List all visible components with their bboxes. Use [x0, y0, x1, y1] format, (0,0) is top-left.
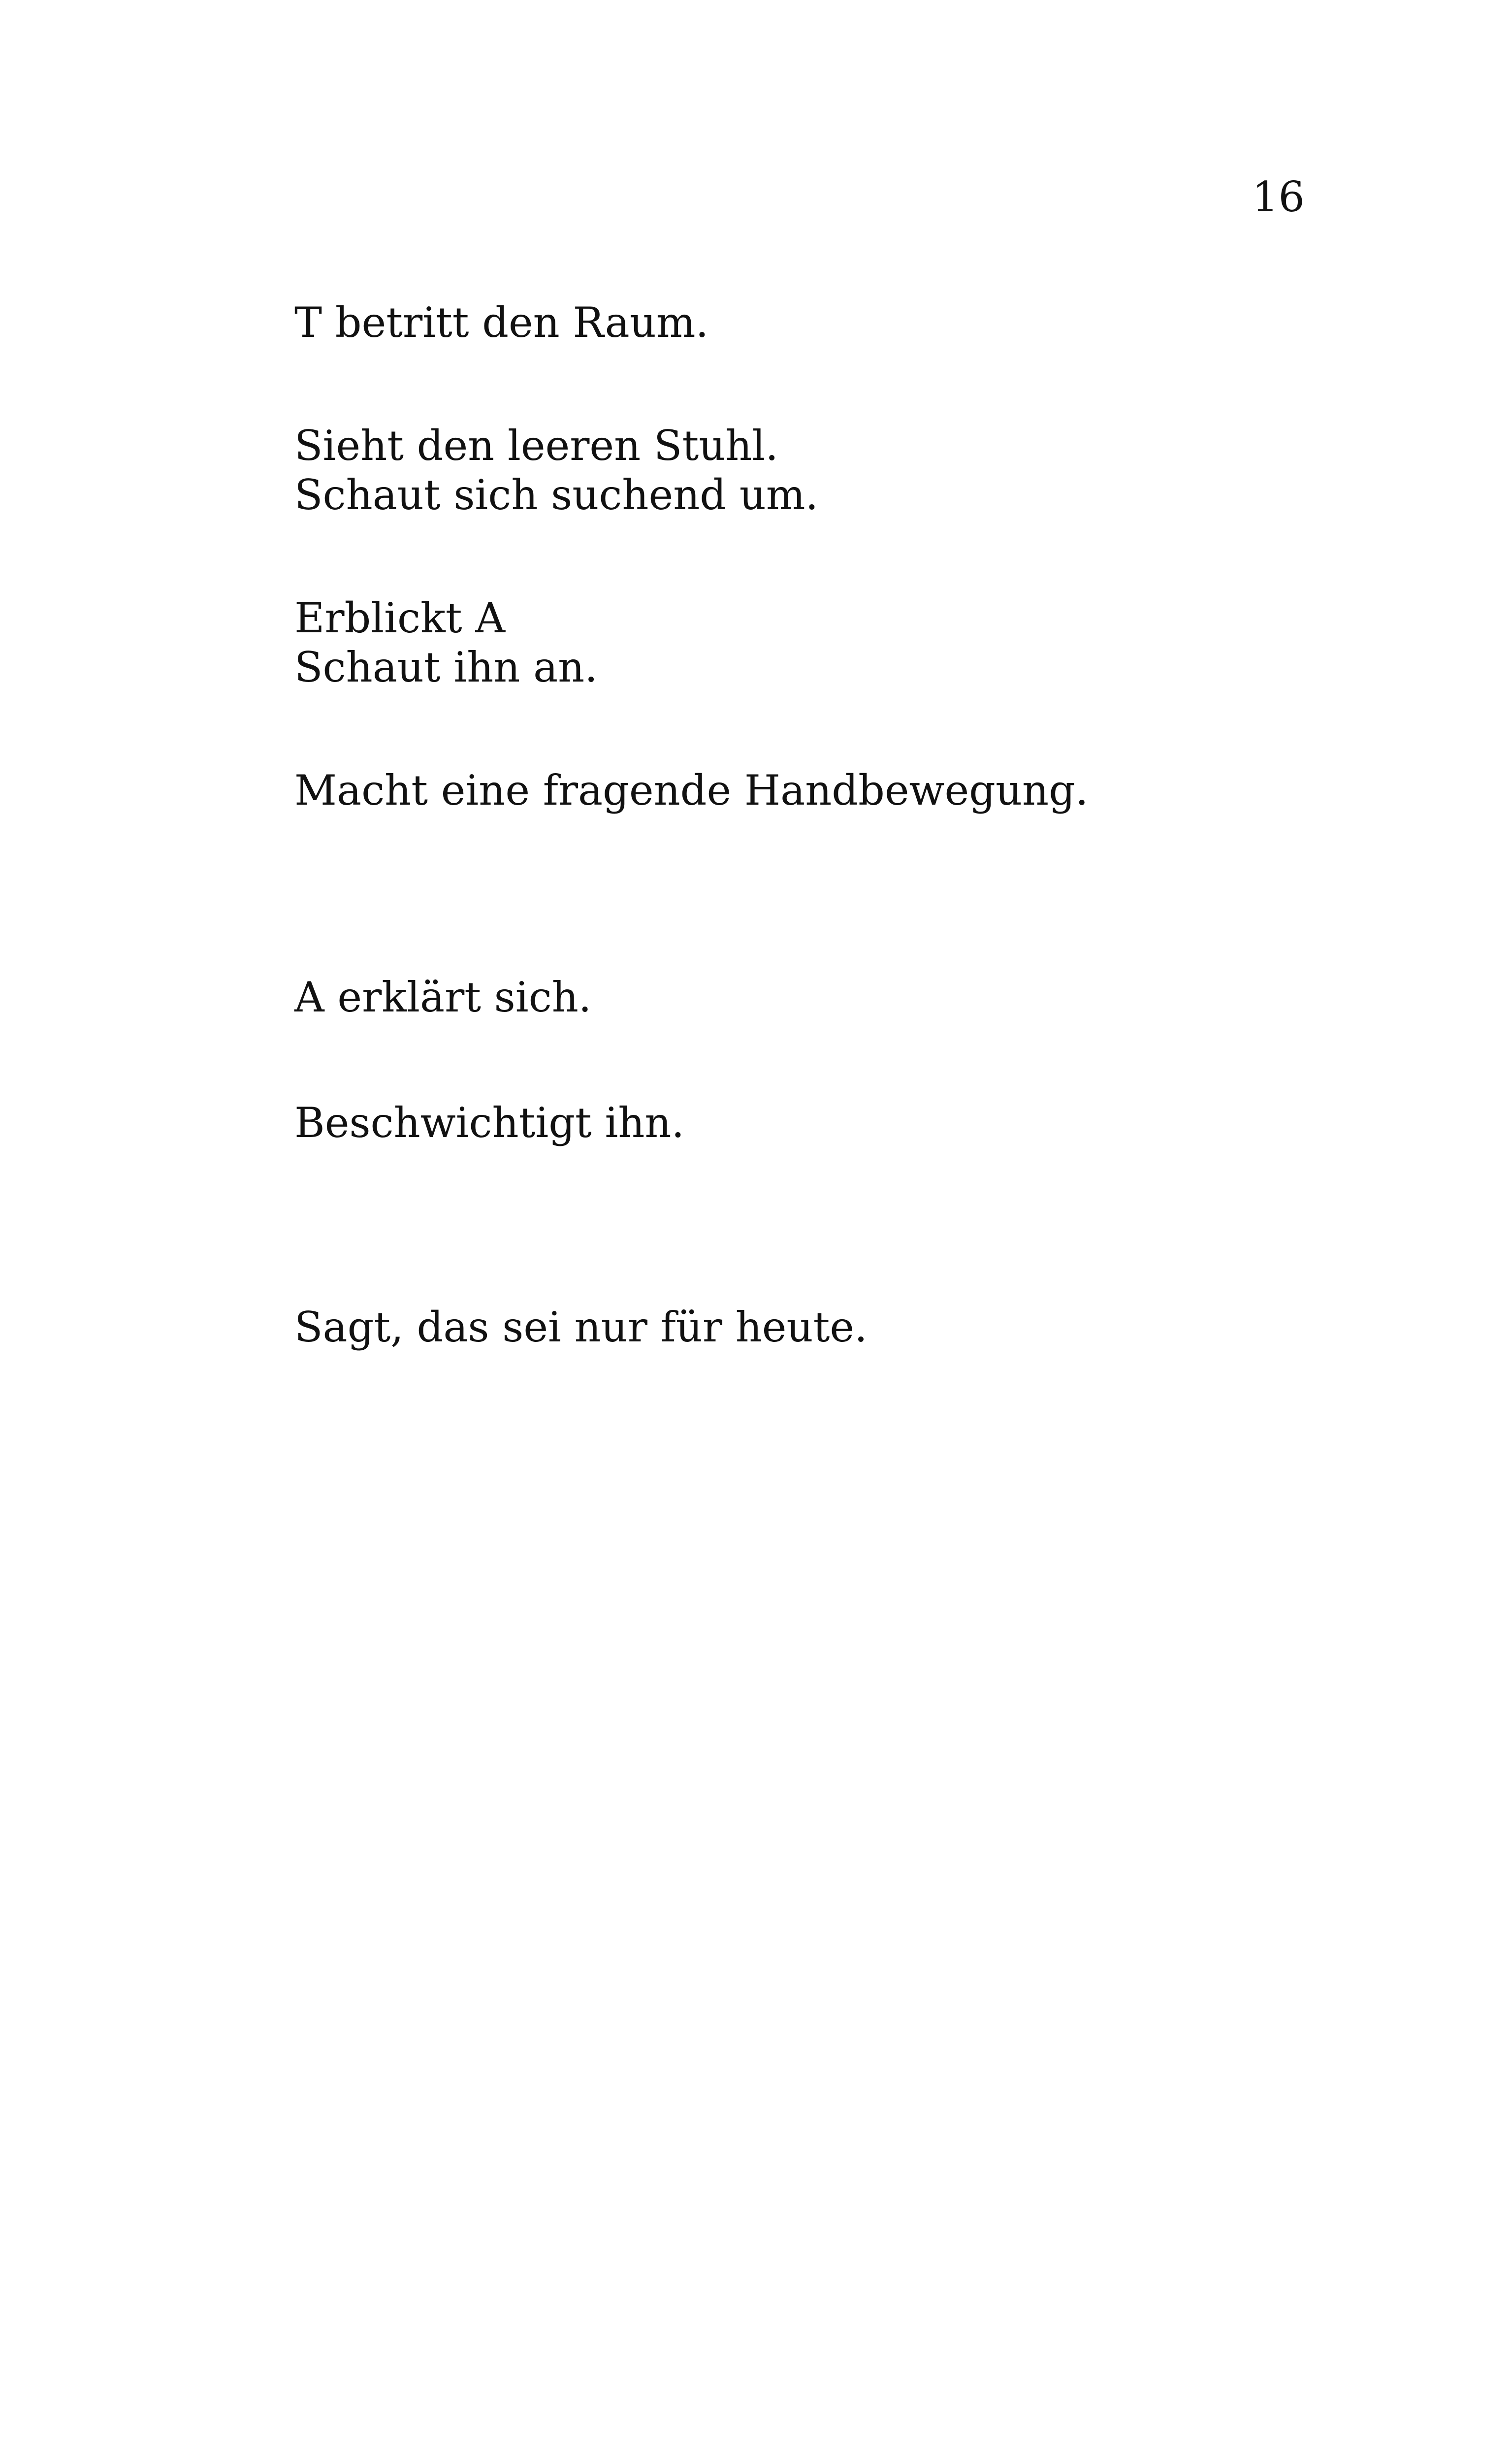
- text-line-6: Macht eine fragende Handbewegung.: [294, 766, 1089, 814]
- text-line-1: T betritt den Raum.: [294, 298, 709, 347]
- text-line-3: Schaut sich suchend um.: [294, 471, 819, 519]
- text-line-8: Beschwichtigt ihn.: [294, 1099, 685, 1147]
- page-number: 16: [1252, 173, 1305, 221]
- text-line-4: Erblickt A: [294, 594, 506, 642]
- text-line-2: Sieht den leeren Stuhl.: [294, 422, 778, 470]
- text-line-7: A erklärt sich.: [294, 973, 592, 1021]
- text-line-5: Schaut ihn an.: [294, 643, 598, 691]
- text-line-9: Sagt, das sei nur für heute.: [294, 1303, 868, 1351]
